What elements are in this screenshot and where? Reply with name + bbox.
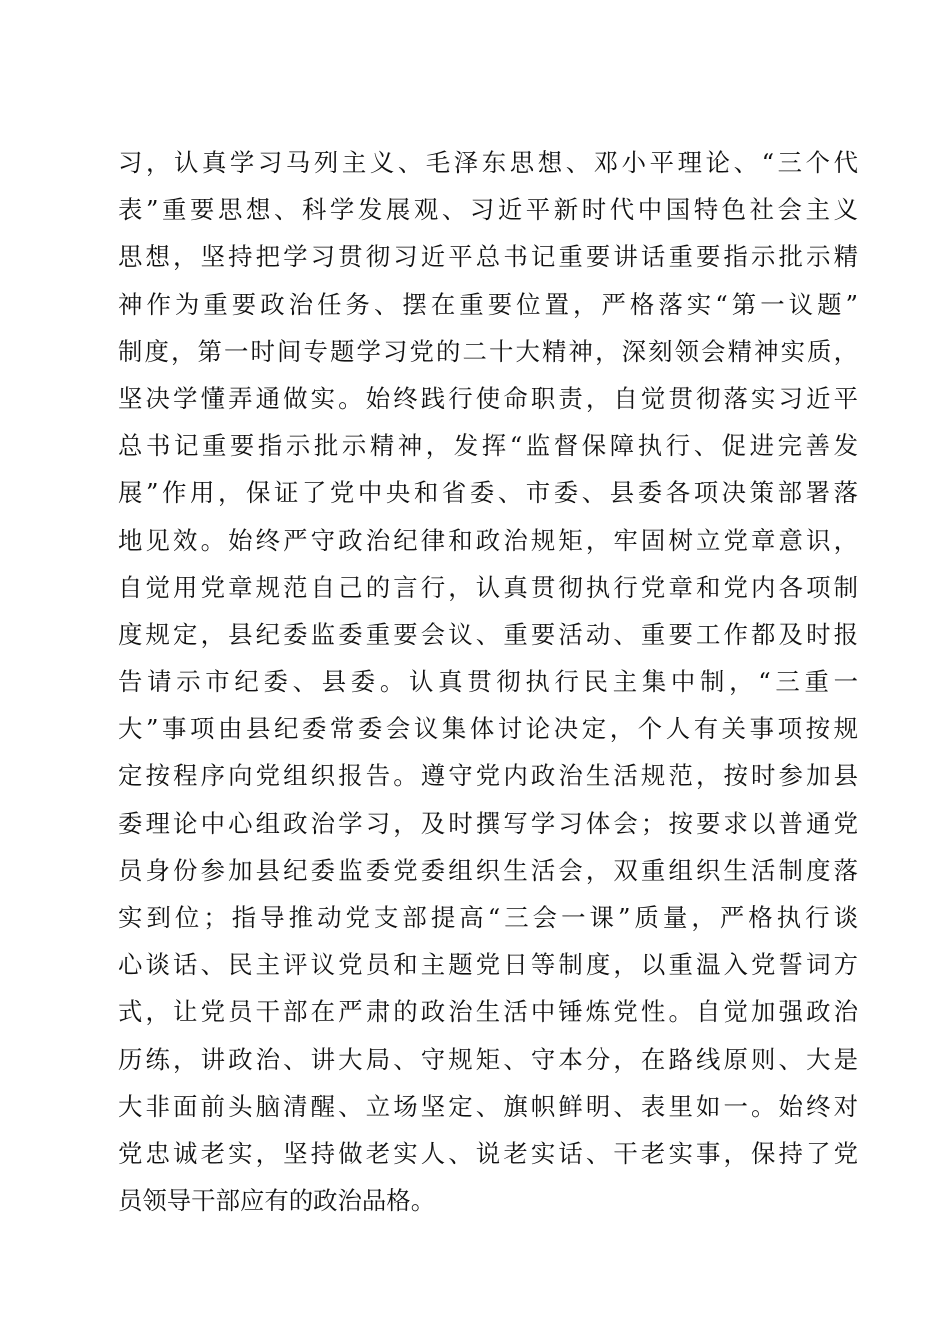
text-line: 表”重要思想、科学发展观、习近平新时代中国特色社会主义 <box>118 195 858 225</box>
text-line: 员领导干部应有的政治品格。 <box>118 1186 436 1216</box>
text-line: 神作为重要政治任务、摆在重要位置，严格落实“第一议题” <box>118 289 858 319</box>
text-line: 总书记重要指示批示精神，发挥“监督保障执行、促进完善发 <box>118 431 858 461</box>
text-line: 历练，讲政治、讲大局、守规矩、守本分，在路线原则、大是 <box>118 1044 858 1074</box>
text-line: 党忠诚老实，坚持做老实人、说老实话、干老实事，保持了党 <box>118 1138 858 1168</box>
text-line: 地见效。始终严守政治纪律和政治规矩，牢固树立党章意识， <box>118 525 858 555</box>
text-line: 式，让党员干部在严肃的政治生活中锤炼党性。自觉加强政治 <box>118 997 858 1027</box>
text-line: 员身份参加县纪委监委党委组织生活会，双重组织生活制度落 <box>118 855 858 885</box>
text-line: 定按程序向党组织报告。遵守党内政治生活规范，按时参加县 <box>118 761 858 791</box>
text-line: 自觉用党章规范自己的言行，认真贯彻执行党章和党内各项制 <box>118 572 858 602</box>
text-line: 展”作用，保证了党中央和省委、市委、县委各项决策部署落 <box>118 478 858 508</box>
text-line: 委理论中心组政治学习，及时撰写学习体会；按要求以普通党 <box>118 808 858 838</box>
text-line: 坚决学懂弄通做实。始终践行使命职责，自觉贯彻落实习近平 <box>118 383 858 413</box>
body-paragraph <box>118 139 858 1224</box>
text-line: 告请示市纪委、县委。认真贯彻执行民主集中制，“三重一 <box>118 667 858 697</box>
text-line: 实到位；指导推动党支部提高“三会一课”质量，严格执行谈 <box>118 903 858 932</box>
text-line: 思想，坚持把学习贯彻习近平总书记重要讲话重要指示批示精 <box>118 242 858 272</box>
text-line: 习，认真学习马列主义、毛泽东思想、邓小平理论、“三个代 <box>118 148 858 177</box>
text-line: 度规定，县纪委监委重要会议、重要活动、重要工作都及时报 <box>118 619 858 649</box>
text-line: 大”事项由县纪委常委会议集体讨论决定，个人有关事项按规 <box>118 714 858 744</box>
text-line: 制度，第一时间专题学习党的二十大精神，深刻领会精神实质， <box>118 336 858 366</box>
text-line: 大非面前头脑清醒、立场坚定、旗帜鲜明、表里如一。始终对 <box>118 1091 858 1121</box>
text-line: 心谈话、民主评议党员和主题党日等制度，以重温入党誓词方 <box>118 950 858 980</box>
